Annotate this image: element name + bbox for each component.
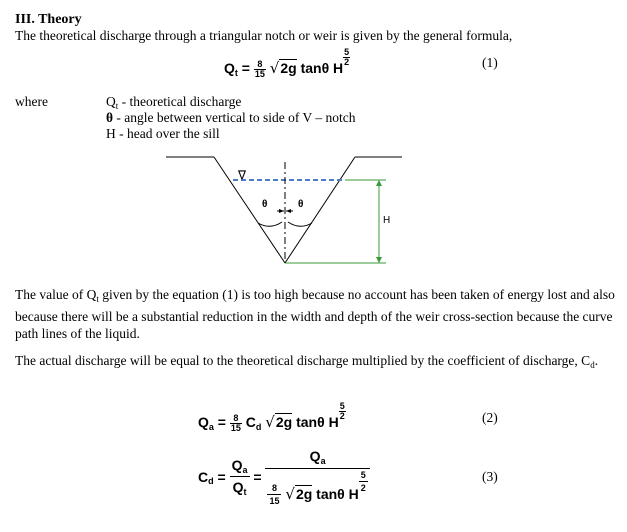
where-symbol-q: Q — [106, 94, 116, 109]
water-level-icon: ∇ — [238, 168, 247, 182]
eq2-coef — [230, 414, 242, 433]
para2-sub: d — [590, 360, 595, 370]
para2-post: . — [594, 353, 599, 368]
eq3-coef-num: 8 — [267, 484, 281, 495]
eq3-f1-den-q: Q — [232, 479, 244, 496]
eq3-lhs: C — [198, 469, 209, 486]
intro-text: The theoretical discharge through a triangular notch or weir is given by the general formula, — [15, 28, 513, 43]
eq1-trig: tanθ — [300, 60, 330, 76]
eq1-var: H — [333, 60, 344, 76]
eq3-fraction-1 — [230, 457, 250, 497]
paragraph-1 — [15, 286, 615, 342]
eq3-f1-den — [230, 477, 250, 497]
head-label: H — [383, 215, 391, 226]
eq2-lhs-sub: a — [208, 422, 214, 432]
eq1-exp-den: 2 — [344, 57, 350, 67]
para1-sub: t — [96, 294, 99, 304]
para1-post: given by the equation (1) is too high because no account has been taken of energy lost and also because there will be a substantial reduction in the width and depth of the weir cross-section because the curve path lines of the liquid. — [15, 287, 615, 341]
eq2-var: H — [328, 414, 339, 430]
eq1-coef-den: 15 — [254, 68, 265, 79]
paragraph-2 — [15, 352, 615, 374]
where-text-1: - theoretical discharge — [118, 94, 242, 109]
eq1-coef-num: 8 — [254, 60, 266, 70]
head-arrow-down-icon — [376, 257, 382, 263]
section-heading: III. Theory — [15, 12, 82, 27]
eq3-exponent — [359, 471, 368, 493]
eq2-cd: C — [245, 414, 256, 430]
equation-3: $C_d$ = $\frac{Q_a}{Q_t}$ = $Q_a$ $\frac{8}{15}$ √2g tanθ H $\frac{5}{2}$ — [198, 448, 370, 506]
eq3-var: H — [348, 486, 359, 502]
eq2-cd-sub: d — [255, 422, 262, 432]
eq2-trig: tanθ — [296, 414, 325, 430]
eq2-exp-den: 2 — [339, 411, 345, 421]
eq3-lhs-sub: d — [208, 475, 214, 486]
eq2-radicand: 2g — [275, 414, 293, 430]
eq3-trig: tanθ — [316, 486, 345, 502]
eq1-lhs-sub: t — [234, 68, 238, 78]
eq3-f1-den-sub: t — [243, 487, 247, 498]
theta-left-arc — [258, 222, 282, 226]
eq1-number: (1) — [482, 55, 498, 70]
para1-pre: The value of Q — [15, 287, 97, 302]
equation-2: $Q_a$ = $\frac{8}{15}$ $C_d$ √2g tanθ H $\frac{5}{2}$ — [198, 401, 345, 433]
where-symbol-h: H — [106, 126, 116, 141]
head-arrow-up-icon — [376, 180, 382, 186]
eq3-exp-den: 2 — [360, 483, 366, 493]
eq3-exp-num: 5 — [360, 470, 366, 480]
where-text-3: - head over the sill — [115, 126, 220, 141]
eq3-f2-num-q: Q — [309, 448, 321, 464]
eq3-f2-den — [265, 469, 369, 506]
para2-pre: The actual discharge will be equal to the theoretical discharge multiplied by the coefficient of discharge, C — [15, 353, 591, 368]
eq3-fraction-2 — [265, 448, 369, 506]
eq1-lhs: Q — [224, 60, 235, 76]
sqrt-icon: √ — [265, 413, 275, 431]
where-symbol-theta: θ — [106, 110, 114, 125]
eq2-number: (2) — [482, 410, 498, 425]
eq3-f2-num — [265, 448, 369, 469]
eq2-coef-num: 8 — [230, 414, 242, 424]
notch-right-side — [285, 157, 355, 263]
eq3-radicand: 2g — [295, 486, 313, 502]
theta-right-label: θ — [298, 199, 304, 210]
theta-left-label: θ — [262, 199, 268, 210]
eq3-number: (3) — [482, 469, 498, 484]
eq3-f1-num — [230, 457, 250, 477]
where-label: where — [15, 94, 48, 109]
eq2-coef-den: 15 — [230, 422, 241, 433]
eq2-lhs: Q — [198, 414, 209, 430]
eq2-exponent — [339, 402, 346, 421]
eq3-f2-num-sub: a — [320, 456, 326, 466]
theta-right-arc — [288, 222, 312, 226]
sqrt-icon: √ — [269, 59, 280, 77]
eq1-radicand: 2g — [280, 60, 297, 76]
equation-1: $Q_t$ = $\frac{8}{15}$ √2g tanθ H $\frac{5}{2}$ — [224, 47, 350, 79]
where-text-2: - angle between vertical to side of V – notch — [113, 110, 356, 125]
eq3-coef-den: 15 — [269, 496, 280, 507]
eq3-f1-num-q: Q — [231, 457, 243, 474]
where-symbol-q-sub: t — [115, 101, 119, 111]
sqrt-icon: √ — [285, 485, 295, 503]
eq3-f1-num-sub: a — [242, 465, 248, 476]
eq2-exp-num: 5 — [339, 401, 345, 411]
eq1-exp-num: 5 — [344, 47, 350, 57]
notch-left-side — [214, 157, 285, 263]
eq3-coef — [267, 484, 281, 506]
